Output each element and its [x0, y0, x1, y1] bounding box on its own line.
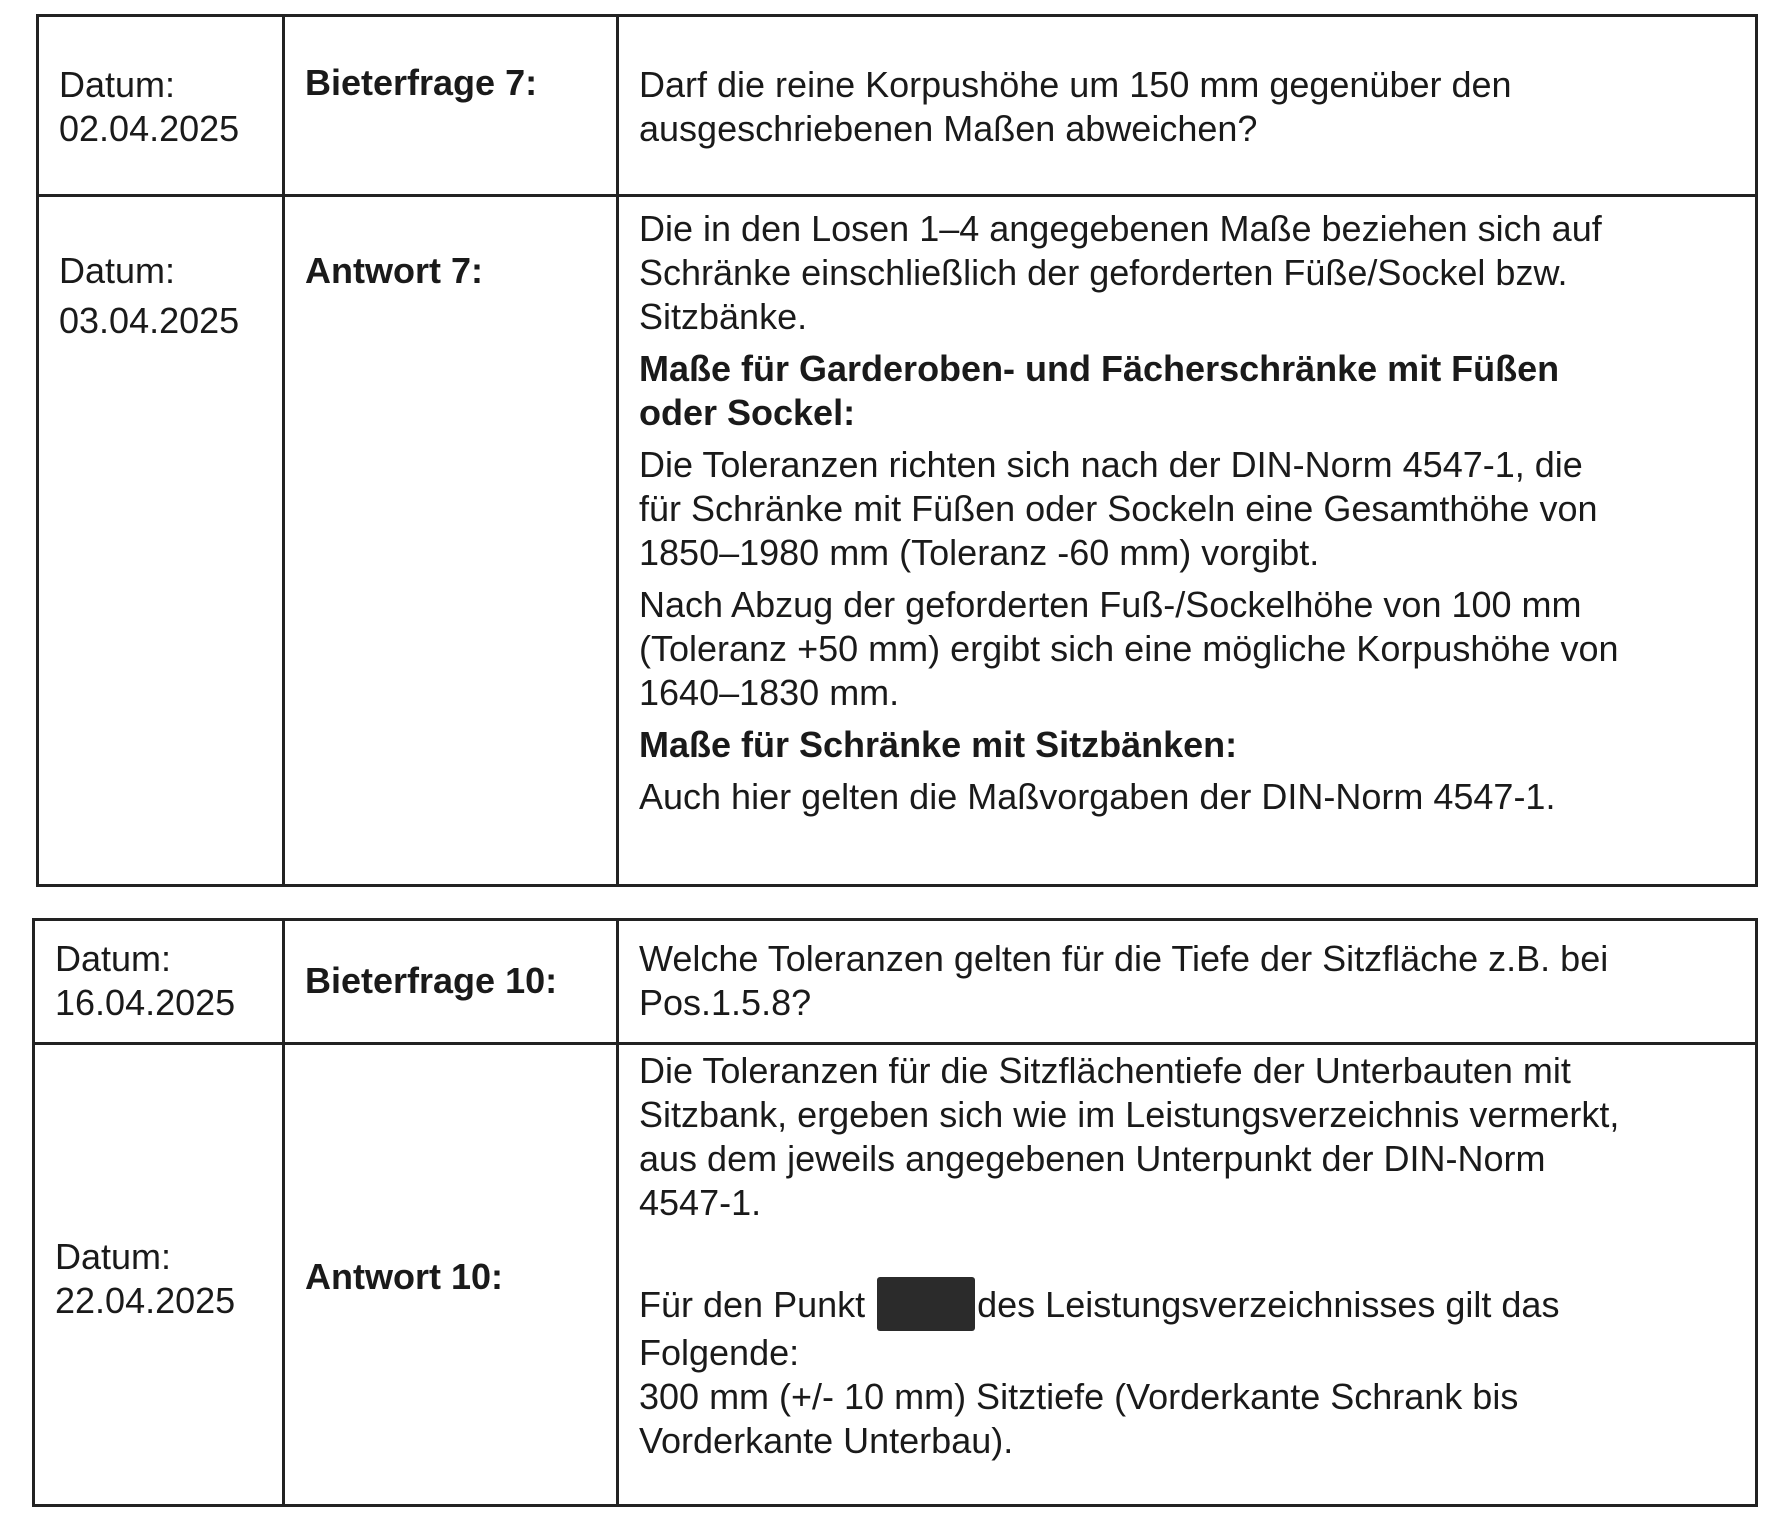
text-fragment: des Leistungsverzeichnisses gilt das [977, 1284, 1560, 1325]
answer-label: Antwort 10: [305, 1256, 503, 1297]
question-label: Bieterfrage 10: [305, 960, 558, 1001]
question-text-line: Pos.1.5.8? [639, 982, 812, 1023]
answer-row [38, 196, 1757, 886]
answer-text-cell [618, 196, 1757, 886]
text-line: Sitzbank, ergeben sich wie im Leistungsverzeichnis vermerkt, [639, 1094, 1620, 1135]
date-cell [34, 920, 284, 1044]
answer-label: Antwort 7: [305, 250, 483, 291]
answer-paragraph [639, 583, 1735, 715]
answer-paragraph: Auch hier gelten die Maßvorgaben der DIN-Norm 4547-1. [639, 776, 1556, 817]
label-cell [284, 16, 618, 196]
blank-line [639, 1225, 1735, 1269]
date-label: Datum: [55, 938, 172, 979]
text-line: aus dem jeweils angegebenen Unterpunkt der DIN-Norm [639, 1138, 1546, 1179]
date-cell [38, 16, 284, 196]
question-label: Bieterfrage 7: [305, 62, 538, 103]
question-row [34, 920, 1757, 1044]
answer-row [34, 1044, 1757, 1506]
date-value: 22.04.2025 [55, 1280, 236, 1321]
text-line: (Toleranz +50 mm) ergibt sich eine mögliche Korpushöhe von [639, 628, 1619, 669]
answer-text-cell [618, 1044, 1757, 1506]
answer-paragraph [639, 1049, 1735, 1225]
answer-paragraph [639, 443, 1735, 575]
answer-subheading: Maße für Schränke mit Sitzbänken: [639, 724, 1238, 765]
text-line: Vorderkante Unterbau). [639, 1420, 1014, 1461]
date-label: Datum: [59, 250, 176, 291]
date-cell [34, 1044, 284, 1506]
answer-paragraph [639, 207, 1735, 339]
text-line: Schränke einschließlich der geforderten Füße/Sockel bzw. [639, 252, 1568, 293]
text-line: für Schränke mit Füßen oder Sockeln eine Gesamthöhe von [639, 488, 1598, 529]
text-line: 1850–1980 mm (Toleranz -60 mm) vorgibt. [639, 532, 1320, 573]
label-cell [284, 196, 618, 886]
date-cell [38, 196, 284, 886]
text-fragment: Für den Punkt [639, 1284, 866, 1325]
text-line: 4547-1. [639, 1182, 762, 1223]
text-line: Folgende: [639, 1332, 800, 1373]
qa-table-frage-10 [32, 918, 1758, 1507]
text-line: Maße für Garderoben- und Fächerschränke mit Füßen [639, 348, 1560, 389]
text-line: Die Toleranzen für die Sitzflächentiefe der Unterbauten mit [639, 1050, 1571, 1091]
redaction-block [877, 1277, 975, 1331]
text-line [639, 1277, 1735, 1331]
text-line: Die Toleranzen richten sich nach der DIN-Norm 4547-1, die [639, 444, 1583, 485]
text-line: Nach Abzug der geforderten Fuß-/Sockelhöhe von 100 mm [639, 584, 1582, 625]
text-line: 300 mm (+/- 10 mm) Sitztiefe (Vorderkante Schrank bis [639, 1376, 1519, 1417]
question-text-line: Welche Toleranzen gelten für die Tiefe der Sitzfläche z.B. bei [639, 938, 1609, 979]
text-line: Die in den Losen 1–4 angegebenen Maße beziehen sich auf [639, 208, 1602, 249]
date-label: Datum: [59, 64, 176, 105]
text-line: oder Sockel: [639, 392, 856, 433]
date-label: Datum: [55, 1236, 172, 1277]
question-text-line: ausgeschriebenen Maßen abweichen? [639, 108, 1258, 149]
date-value: 02.04.2025 [59, 108, 240, 149]
text-line: 1640–1830 mm. [639, 672, 900, 713]
date-value: 03.04.2025 [59, 300, 240, 341]
text-line: Sitzbänke. [639, 296, 808, 337]
label-cell [284, 920, 618, 1044]
question-row [38, 16, 1757, 196]
qa-table-frage-7 [36, 14, 1758, 887]
question-text-cell [618, 16, 1757, 196]
date-value: 16.04.2025 [55, 982, 236, 1023]
label-cell [284, 1044, 618, 1506]
answer-subheading [639, 347, 1735, 435]
answer-paragraph [639, 1277, 1735, 1463]
question-text-cell [618, 920, 1757, 1044]
question-text-line: Darf die reine Korpushöhe um 150 mm gegenüber den [639, 64, 1512, 105]
